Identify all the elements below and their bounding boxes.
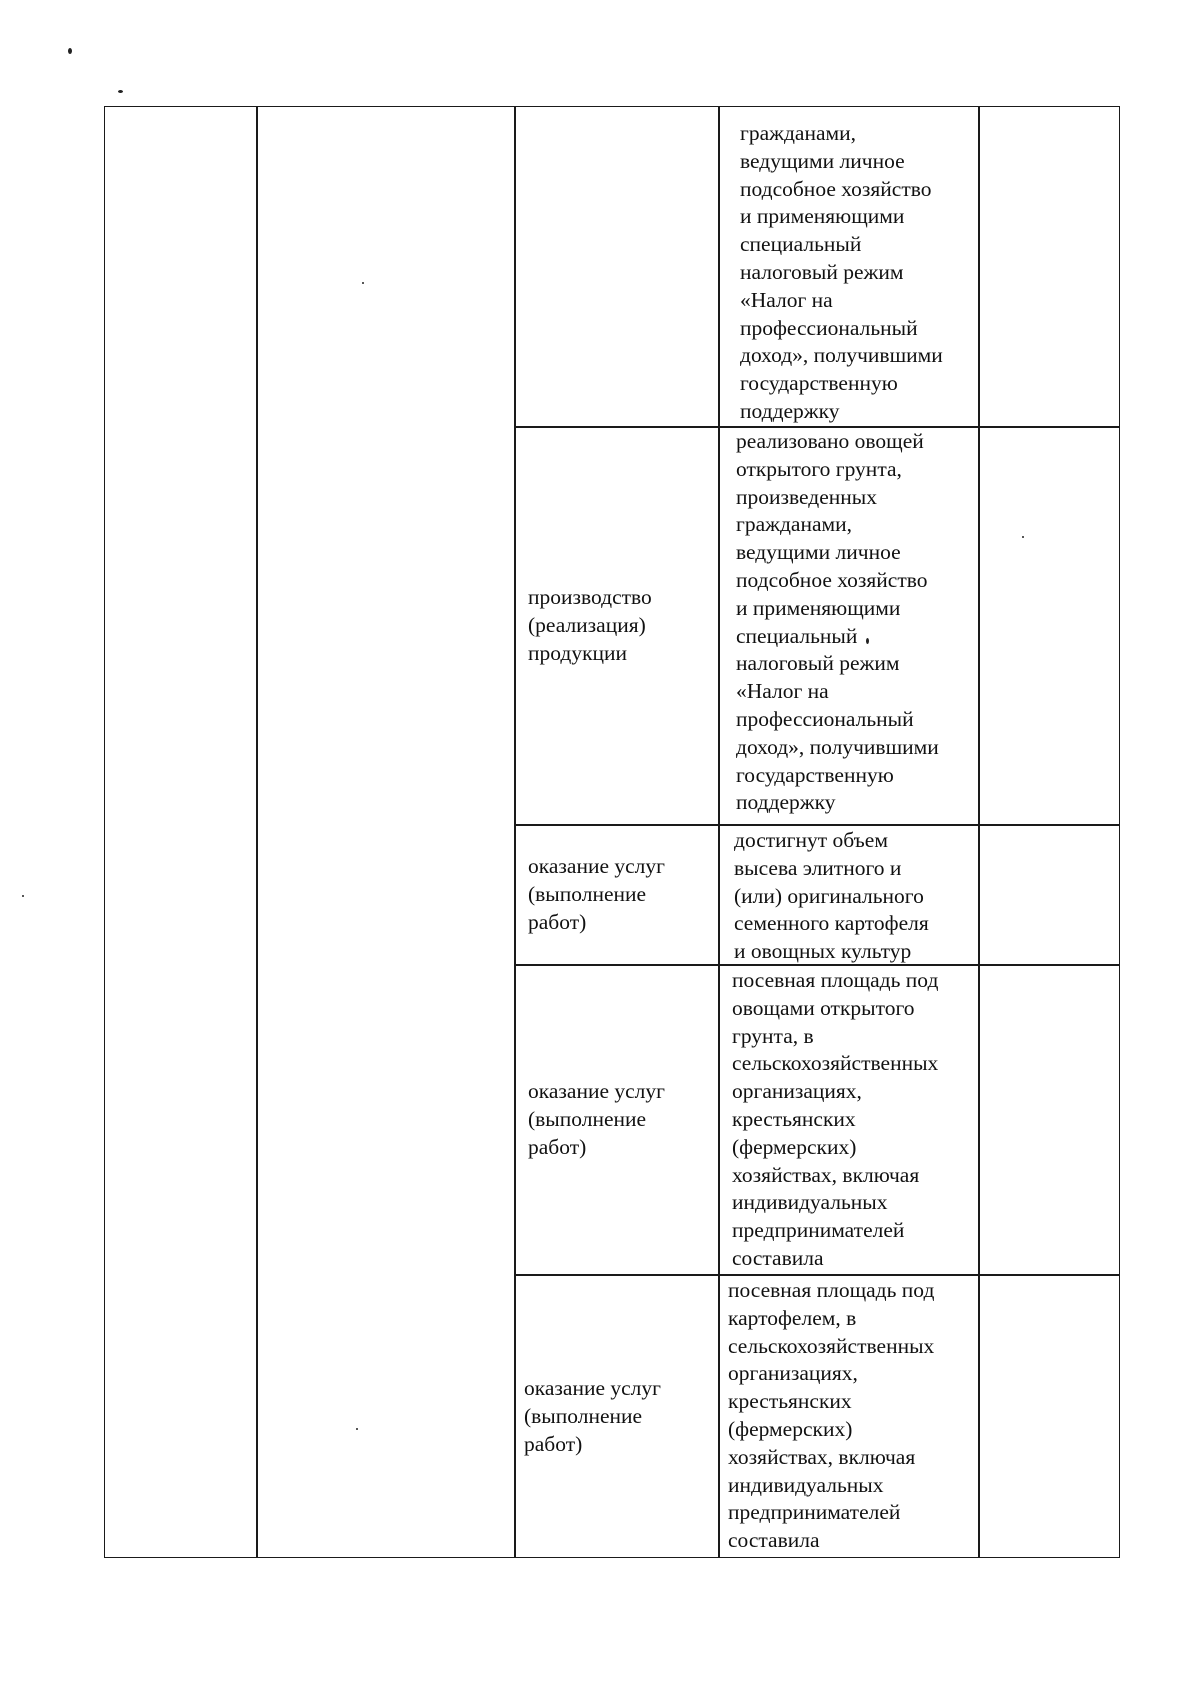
column-divider xyxy=(256,106,258,1558)
indicator-cell: посевная площадь под картофелем, в сельскохозяйственных организациях, крестьянских (фермерских) хозяйствах, включая индивидуальных предпринимателей составила xyxy=(728,1278,935,1553)
activity-cell xyxy=(524,1276,712,1558)
activity-cell xyxy=(528,966,716,1274)
activity-label: производство (реализация) продукции xyxy=(528,585,652,665)
activity-label: оказание услуг (выполнение работ) xyxy=(524,1376,661,1456)
indicators-table xyxy=(104,106,1120,1558)
indicator-cell: реализовано овощей открытого грунта, произведенных гражданами, ведущими личное подсобное хозяйство и применяющими специальный налоговый режим «Налог на профессиональный доход», получившими государственную поддержку xyxy=(736,429,939,815)
activity-cell xyxy=(528,428,716,824)
column-divider xyxy=(514,106,516,1558)
indicator-cell: достигнут объем высева элитного и (или) оригинального семенного картофеля и овощных культур xyxy=(734,828,929,964)
column-divider xyxy=(718,106,720,1558)
scan-speck xyxy=(68,48,72,54)
scan-speck xyxy=(118,90,123,93)
scan-speck xyxy=(22,895,24,897)
activity-cell xyxy=(528,826,716,964)
indicator-cell: гражданами, ведущими личное подсобное хозяйство и применяющими специальный налоговый режим «Налог на профессиональный доход», получившими государственную поддержку xyxy=(740,121,943,423)
indicator-cell: посевная площадь под овощами открытого грунта, в сельскохозяйственных организациях, крестьянских (фермерских) хозяйствах, включая индивидуальных предпринимателей составила xyxy=(732,968,939,1270)
activity-label: оказание услуг (выполнение работ) xyxy=(528,854,665,934)
activity-label: оказание услуг (выполнение работ) xyxy=(528,1079,665,1159)
